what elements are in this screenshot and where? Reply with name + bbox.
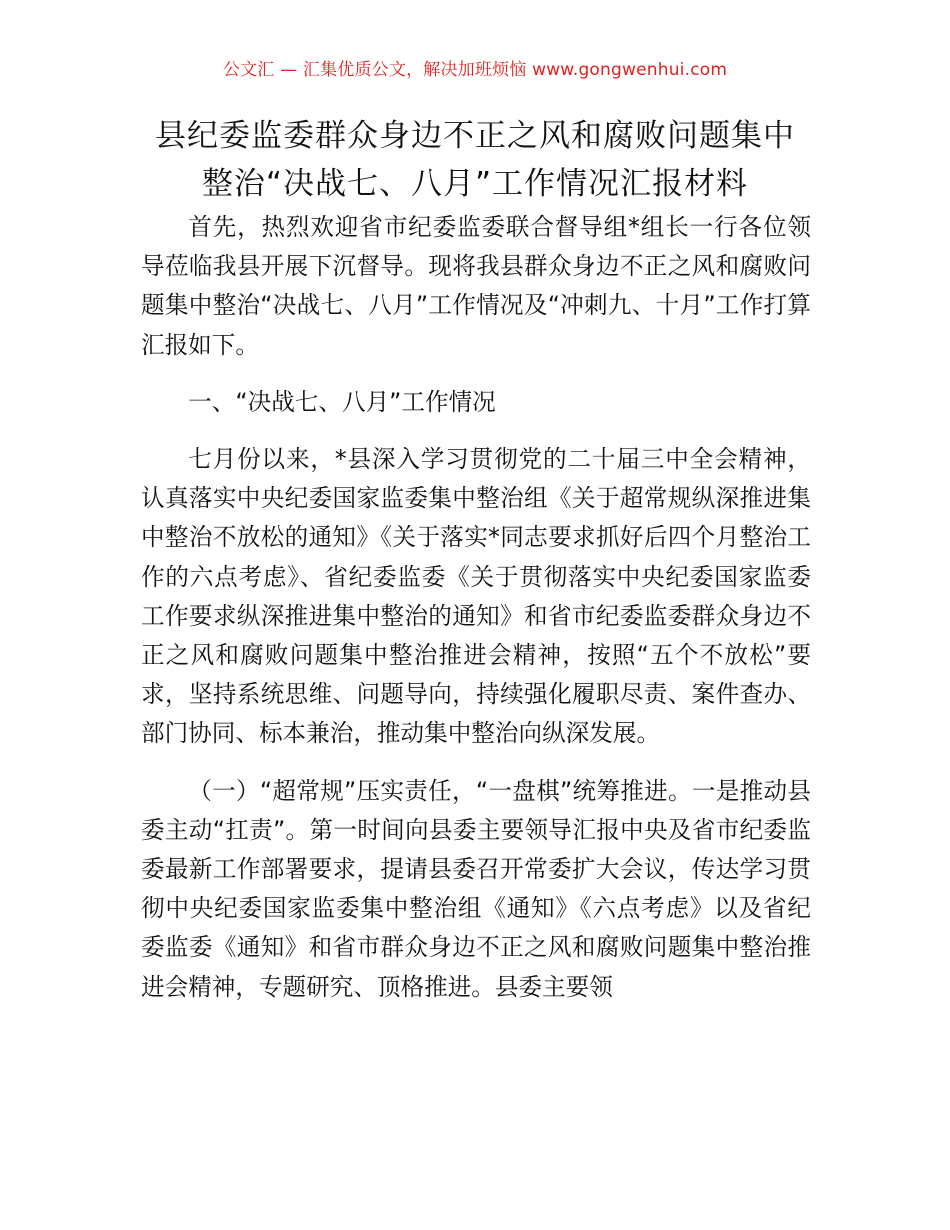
- document-body: [141, 208, 811, 1007]
- section-1-paragraph: 七月份以来，*县深入学习贯彻党的二十届三中全会精神，认真落实中央纪委国家监委集中整治组《关于超常规纵深推进集中整治不放松的通知》《关于落实*同志要求抓好后四个月整治工作的六点考虑》、省纪委监委《关于贯彻落实中央纪委国家监委工作要求纵深推进集中整治的通知》和省市纪委监委群众身边不正之风和腐败问题集中整治推进会精神，按照“五个不放松”要求，坚持系统思维、问题导向，持续强化履职尽责、案件查办、部门协同、标本兼治，推动集中整治向纵深发展。: [141, 445, 811, 748]
- title-line-2: 整治“决战七、八月”工作情况汇报材料: [201, 166, 749, 202]
- section-heading-1: 一、“决战七、八月”工作情况: [188, 387, 496, 416]
- intro-paragraph: 首先，热烈欢迎省市纪委监委联合督导组*组长一行各位领导莅临我县开展下沉督导。现将我县群众身边不正之风和腐败问题集中整治“决战七、八月”工作情况及“冲刺九、十月”工作打算汇报如下。: [141, 213, 811, 359]
- document-title: [60, 112, 890, 208]
- subsection-1-paragraph: （一）“超常规”压实责任，“一盘棋”统筹推进。一是推动县委主动“扛责”。第一时间向县委主要领导汇报中央及省市纪委监委最新工作部署要求，提请县委召开常委扩大会议，传达学习贯彻中央纪委国家监委集中整治组《通知》《六点考虑》以及省纪委监委《通知》和省市群众身边不正之风和腐败问题集中整治推进会精神，专题研究、顶格推进。县委主要领: [141, 776, 811, 1001]
- title-line-1: 县纪委监委群众身边不正之风和腐败问题集中: [155, 118, 795, 154]
- watermark-header: 公文汇 — 汇集优质公文，解决加班烦恼 www.gongwenhui.com: [222, 60, 728, 80]
